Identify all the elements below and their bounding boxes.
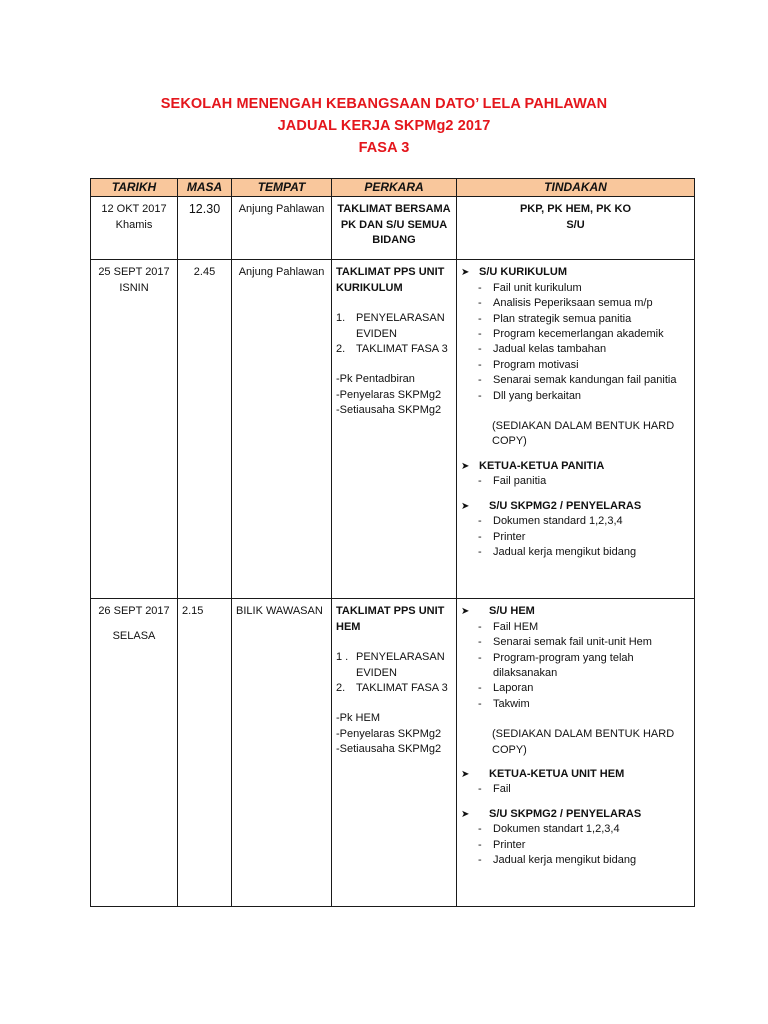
arrow-bullet-icon: ➤ [461,808,470,820]
list-item: - Fail [478,783,511,796]
date-text: 26 SEPT 2017 [98,605,170,618]
matter-cell [332,260,457,599]
day-text: Khamis [115,218,153,231]
section-heading: ➤ KETUA-KETUA PANITIA [461,459,690,474]
list-item: - Senarai semak kandungan fail panitia [478,374,677,387]
person-line: -Setiausaha SKPMg2 [336,743,442,756]
list-item: - Dll yang berkaitan [478,389,582,402]
section-heading: ➤ S/U KURIKULUM [461,265,690,280]
matter-cell [332,599,457,907]
note-text: (SEDIAKAN DALAM BENTUK HARD COPY) [492,420,675,448]
list-item: - Analisis Peperiksaan semua m/p [478,297,653,310]
section-heading: ➤ S/U SKPMG2 / PENYELARAS [461,499,690,514]
arrow-bullet-icon: ➤ [461,267,470,279]
list-item: 1. PENYELARASAN EVIDEN [336,312,445,340]
time-text: 2.15 [182,605,204,618]
date-text: 12 OKT 2017 [101,203,167,216]
phase-title: FASA 3 [358,140,410,156]
list-item: - Jadual kerja mengikut bidang [478,545,637,558]
list-item: - Laporan [478,682,534,695]
matter-title: TAKLIMAT PPS UNIT KURIKULUM [336,266,445,294]
section-heading: ➤ S/U SKPMG2 / PENYELARAS [461,807,690,822]
time-text: 2.45 [193,266,216,279]
date-cell [91,599,178,907]
place-cell [232,260,332,599]
arrow-bullet-icon: ➤ [461,500,470,512]
header-tarikh: TARIKH [91,179,178,197]
list-item: - Dokumen standart 1,2,3,4 [478,823,620,836]
list-item: - Jadual kelas tambahan [478,343,607,356]
table-row [91,197,695,260]
schedule-table [90,178,695,907]
action-cell [457,197,695,260]
date-cell [91,260,178,599]
time-cell [178,197,232,260]
header-tempat: TEMPAT [232,179,332,197]
table-row [91,260,695,599]
list-item: - Dokumen standard 1,2,3,4 [478,515,623,528]
header-perkara: PERKARA [332,179,457,197]
list-item: - Program motivasi [478,358,579,371]
section-heading: ➤ KETUA-KETUA UNIT HEM [461,767,690,782]
list-item: - Fail HEM [478,620,539,633]
section-heading: ➤ S/U HEM [461,604,690,619]
list-item: - Program-program yang telah dilaksanakan [478,651,634,680]
person-line: -Pk HEM [336,712,380,725]
list-item: - Senarai semak fail unit-unit Hem [478,636,652,649]
header-masa: MASA [178,179,232,197]
date-cell [91,197,178,260]
place-cell [232,599,332,907]
table-row [91,599,695,907]
day-text: ISNIN [119,281,149,294]
list-item: 1 . PENYELARASAN EVIDEN [336,651,445,679]
arrow-bullet-icon: ➤ [461,769,470,781]
list-item: - Takwim [478,697,530,710]
date-text: 25 SEPT 2017 [98,266,170,279]
matter-text: TAKLIMAT BERSAMA PK DAN S/U SEMUA BIDANG [337,203,451,247]
list-item: - Fail panitia [478,475,547,488]
day-text: SELASA [112,629,156,642]
time-cell [178,260,232,599]
list-item: - Printer [478,530,526,543]
schedule-title: JADUAL KERJA SKPMg2 2017 [277,118,491,134]
place-text: Anjung Pahlawan [238,203,325,216]
note-text: (SEDIAKAN DALAM BENTUK HARD COPY) [492,728,675,756]
action-line: PKP, PK HEM, PK KO [519,203,632,216]
header-tindakan: TINDAKAN [457,179,695,197]
list-item: 2. TAKLIMAT FASA 3 [336,343,448,356]
list-item: - Program kecemerlangan akademik [478,328,664,341]
list-item: - Fail unit kurikulum [478,281,582,294]
place-text: BILIK WAWASAN [236,605,323,618]
action-cell [457,260,695,599]
matter-cell [332,197,457,260]
matter-title: TAKLIMAT PPS UNIT HEM [336,605,445,633]
document-title [0,93,768,159]
person-line: -Penyelaras SKPMg2 [336,727,442,740]
place-cell [232,197,332,260]
table-header-row [91,179,695,197]
arrow-bullet-icon: ➤ [461,460,470,472]
list-item: - Printer [478,838,526,851]
list-item: - Jadual kerja mengikut bidang [478,854,637,867]
action-line: S/U [566,218,585,231]
action-cell [457,599,695,907]
time-text: 12.30 [188,202,221,217]
school-name: SEKOLAH MENENGAH KEBANGSAAN DATO’ LELA PAHLAWAN [160,96,608,112]
arrow-bullet-icon: ➤ [461,606,470,618]
person-line: -Pk Pentadbiran [336,373,415,386]
person-line: -Setiausaha SKPMg2 [336,404,442,417]
list-item: 2. TAKLIMAT FASA 3 [336,682,448,695]
person-line: -Penyelaras SKPMg2 [336,388,442,401]
time-cell [178,599,232,907]
place-text: Anjung Pahlawan [238,266,325,279]
list-item: - Plan strategik semua panitia [478,312,632,325]
